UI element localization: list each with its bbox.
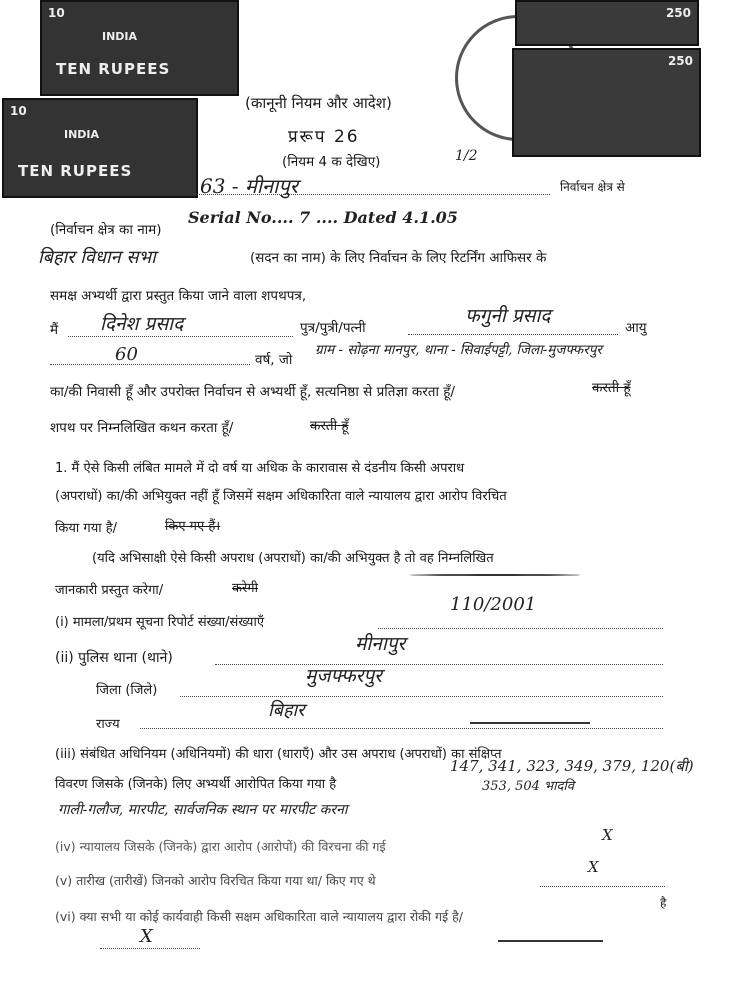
form-header-title: (कानूनी नियम और आदेश) [245, 94, 392, 112]
para1-line3: किया गया है/ [55, 521, 118, 536]
sections-value-2: 353, 504 भादवि [482, 779, 575, 794]
stay-suffix: है [660, 896, 667, 910]
district-value: मुजफ्फरपुर [305, 665, 382, 687]
resident-line: का/की निवासी हूँ और उपरोक्त निर्वाचन से अभ्यर्थी हूँ, सत्यनिष्ठा से प्रतिज्ञा करता हूँ/ [50, 384, 455, 400]
house-name-handwritten: बिहार विधान सभा [38, 247, 156, 268]
oath-line: शपथ पर निम्नलिखित कथन करता हूँ/ [50, 420, 234, 436]
deponent-name: दिनेश प्रसाद [100, 313, 184, 335]
hand-stroke [470, 722, 590, 724]
i-prefix: मैं [50, 322, 59, 338]
sections-line2: विवरण जिसके (जिनके) लिए अभ्यर्थी आरोपित किया गया है [55, 777, 337, 792]
hand-stroke [410, 574, 580, 576]
stay-label: (vi) क्या सभी या कोई कार्यवाही किसी सक्षम अधिकारिता वाले न्यायालय द्वारा रोकी गई है/ [55, 909, 463, 924]
years-label: वर्ष, जो [255, 352, 293, 368]
state-value: बिहार [268, 700, 305, 721]
police-station-value: मीनापुर [355, 633, 406, 655]
stamp-value: 250 [665, 6, 691, 20]
case-number-label: (i) मामला/प्रथम सूचना रिपोर्ट संख्या/संख्याएँ [55, 615, 265, 630]
revenue-stamp-top [515, 0, 699, 46]
affidavit-line: समक्ष अभ्यर्थी द्वारा प्रस्तुत किया जाने वाला शपथपत्र, [50, 288, 307, 304]
constituency-name-label: (निर्वाचन क्षेत्र का नाम) [50, 222, 162, 238]
date-value: X [588, 858, 599, 876]
stamp-india-label: INDIA [102, 30, 138, 43]
court-fee-stamp-bottom [2, 98, 198, 198]
form-number: प्ररूप 26 [288, 127, 360, 147]
page-mark: 1/2 [455, 148, 478, 164]
stamp-value-label: TEN RUPEES [56, 60, 171, 78]
date-label: (v) तारीख (तारीखें) जिनको आरोप विरचित किया गया था/ किए गए थे [55, 873, 376, 888]
para1-line1: 1. मैं ऐसे किसी लंबित मामले में दो वर्ष या अधिक के कारावास से दंडनीय किसी अपराध [55, 461, 465, 476]
address-handwritten: ग्राम - सोढ़ना मानपुर, थाना - सिवाईपट्टी, जिला-मुजफ्फरपुर [315, 342, 602, 358]
sections-value: 147, 341, 323, 349, 379, 120(बी) [450, 757, 694, 775]
sections-line1: (iii) संबंधित अधिनियम (अधिनियमों) की धारा (धाराएँ) और उस अपराध (अपराधों) का संक्षिप्त [55, 747, 502, 762]
stay-value: X [140, 926, 153, 947]
para2-line2-strike: करेगी [232, 581, 258, 596]
serial-dated-handwritten: Serial No.... 7 .... Dated 4.1.05 [188, 208, 458, 227]
case-number-value: 110/2001 [450, 594, 537, 615]
para2-line2: जानकारी प्रस्तुत करेगा/ [55, 583, 164, 598]
relation-label: पुत्र/पुत्री/पत्नी [300, 320, 366, 336]
court-label: (iv) न्यायालय जिसके (जिनके) द्वारा आरोप (आरोपों) की विरचना की गई [55, 839, 386, 854]
para1-line3-strike: किए गए हैं। [165, 519, 221, 534]
revenue-stamp-bottom [512, 48, 701, 157]
rule-reference: (नियम 4 क देखिए) [282, 154, 381, 170]
para1-line2: (अपराधों) का/की अभियुक्त नहीं हूँ जिसमें सक्षम अधिकारिता वाले न्यायालय द्वारा आरोप विरचित [55, 489, 507, 504]
stamp-value-label: TEN RUPEES [18, 162, 133, 180]
stamp-value: 250 [667, 54, 693, 68]
stamp-number: 10 [10, 104, 27, 118]
age-label: आयु [625, 320, 647, 336]
age-value: 60 [115, 344, 138, 365]
police-station-label: (ii) पुलिस थाना (थाने) [55, 650, 173, 666]
court-value: X [602, 826, 613, 844]
father-name: फगुनी प्रसाद [465, 305, 551, 327]
state-label: राज्य [96, 717, 120, 732]
district-label: जिला (जिले) [96, 683, 158, 698]
stamp-number: 10 [48, 6, 65, 20]
house-line-text: (सदन का नाम) के लिए निर्वाचन के लिए रिटर्निंग आफिसर के [250, 250, 547, 266]
stamp-india-label: INDIA [64, 128, 100, 141]
oath-strike: करती हूँ [310, 418, 349, 434]
constituency-label: निर्वाचन क्षेत्र से [560, 180, 625, 194]
resident-strike: करती हूँ [592, 380, 631, 396]
court-fee-stamp-top [40, 0, 239, 96]
hand-stroke [498, 940, 603, 942]
constituency-handwritten: 63 - मीनापुर [200, 174, 298, 198]
offence-description: गाली-गलौज, मारपीट, सार्वजनिक स्थान पर मारपीट करना [58, 802, 348, 818]
para2-line1: (यदि अभिसाक्षी ऐसे किसी अपराध (अपराधों) का/की अभियुक्त है तो वह निम्नलिखित [92, 551, 494, 566]
